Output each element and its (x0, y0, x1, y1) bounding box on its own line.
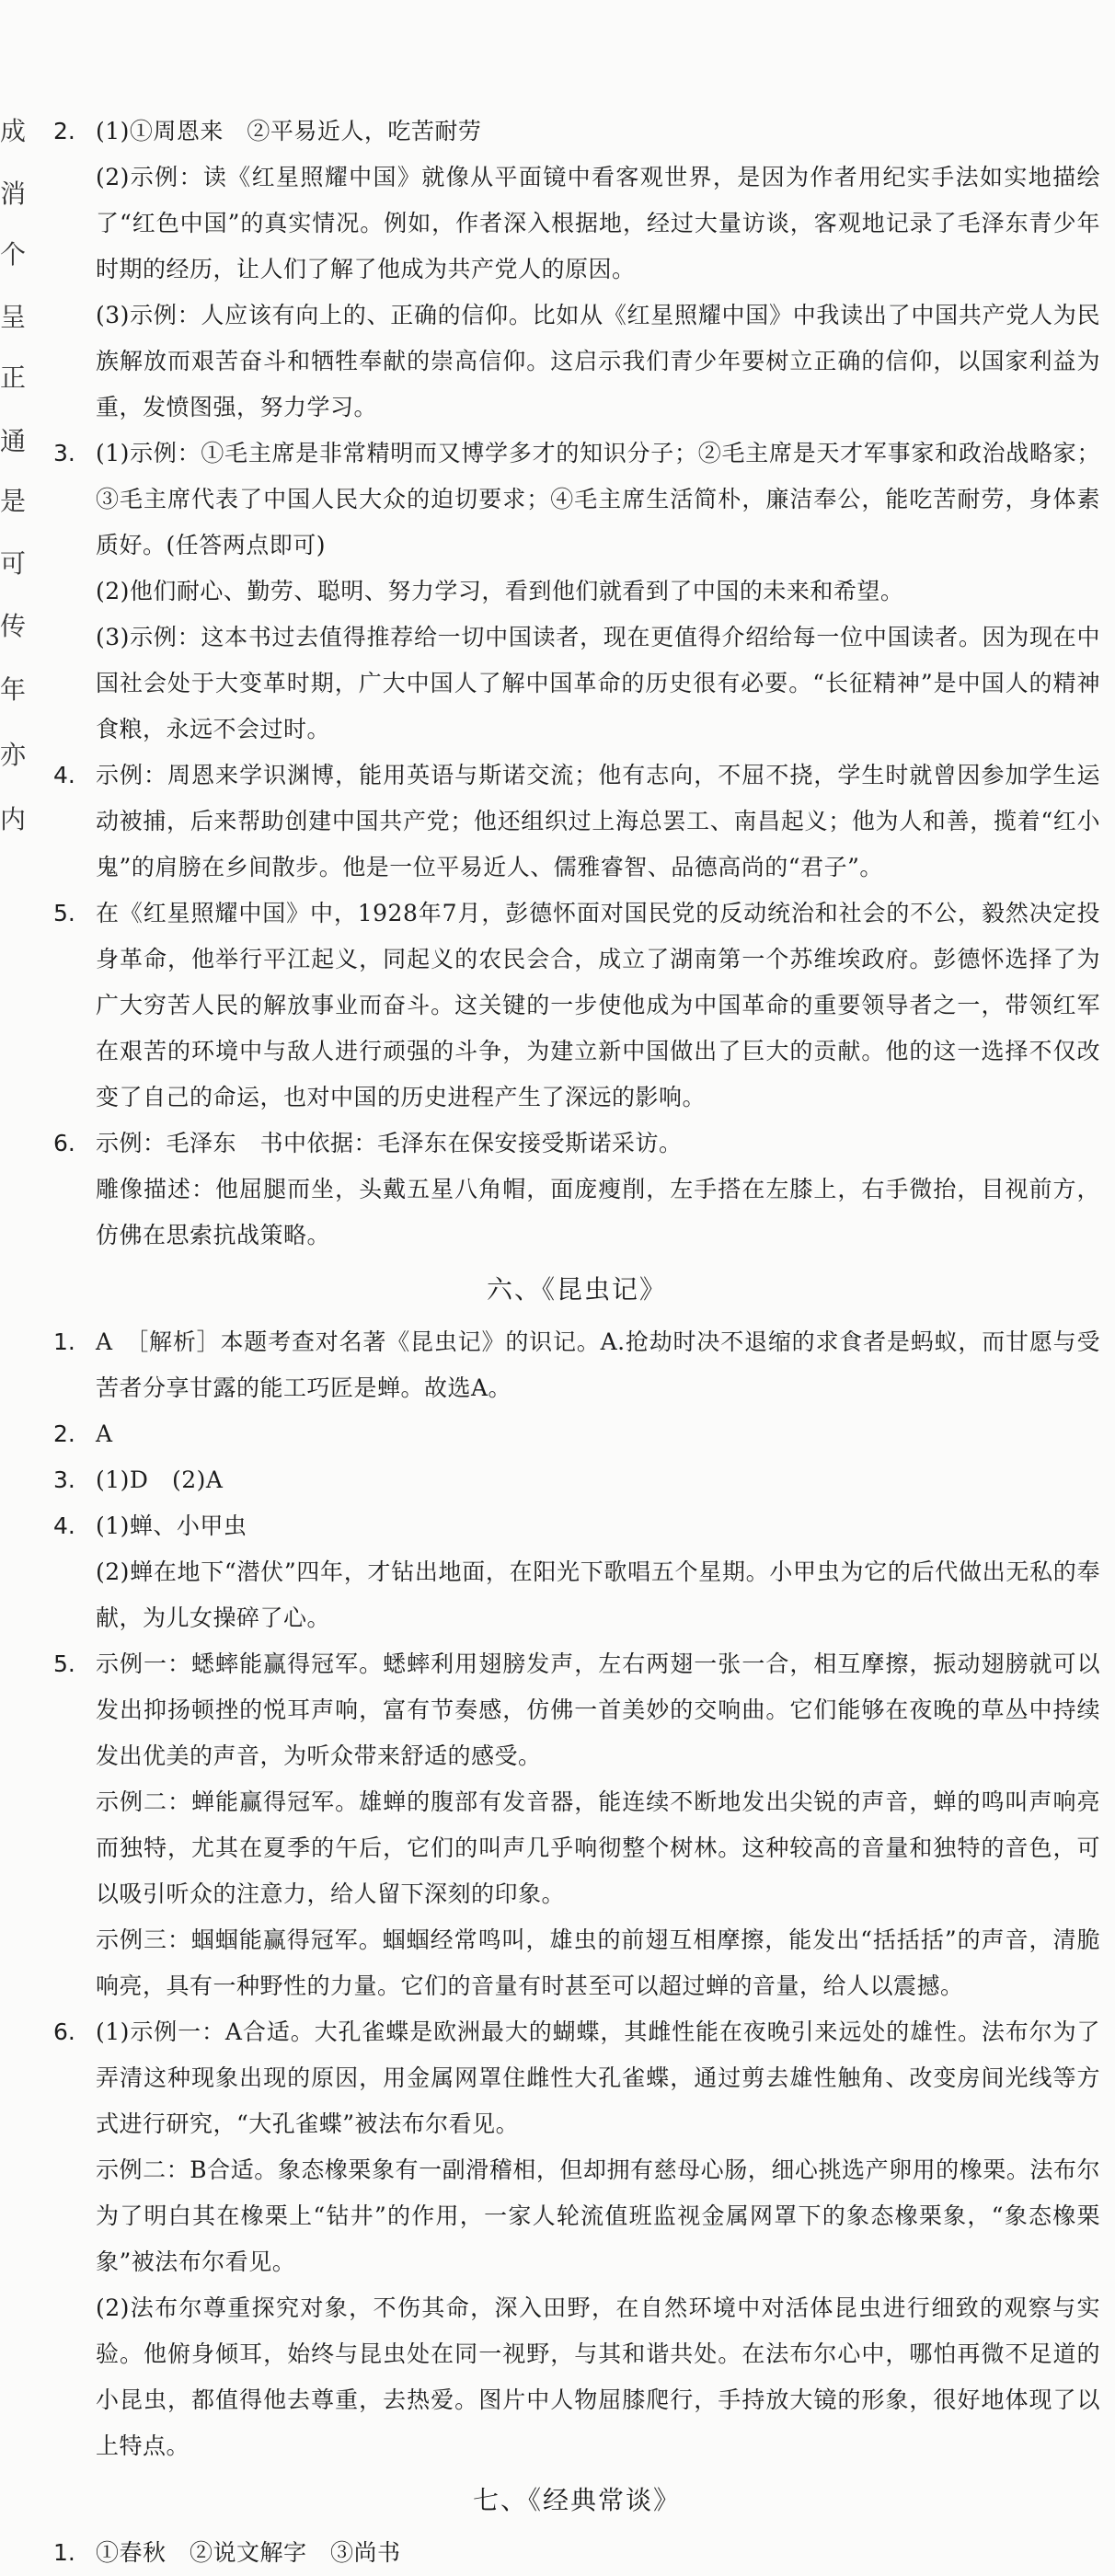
item-number: 3. (53, 440, 75, 466)
margin-fragment: 传 (0, 611, 27, 641)
answer-paragraph: (1)示例：①毛主席是非常精明而又博学多才的知识分子；②毛主席是天才军事家和政治战略家；③毛主席代表了中国人民大众的迫切要求；④毛主席生活简朴，廉洁奉公，能吃苦耐劳，身体素质好。(任答两点即可) (96, 440, 1100, 558)
answer-item (53, 2009, 1100, 2469)
answer-item (53, 891, 1100, 1121)
answer-paragraph: 示例二：B合适。象态橡栗象有一副滑稽相，但却拥有慈母心肠，细心挑选产卵用的橡栗。法布尔为了明白其在橡栗上“钻井”的作用，一家人轮流值班监视金属网罩下的象态橡栗象，“象态橡栗象”被法布尔看见。 (96, 2156, 1100, 2275)
section-7-answers (53, 2530, 1100, 2576)
answer-item (53, 753, 1100, 891)
answer-paragraph: (2)他们耐心、勤劳、聪明、努力学习，看到他们就看到了中国的未来和希望。 (96, 578, 904, 604)
margin-fragment: 年 (0, 674, 27, 705)
answer-paragraph: (1)D (2)A (96, 1466, 224, 1493)
answer-paragraph: (2)法布尔尊重探究对象，不伤其命，深入田野，在自然环境中对活体昆虫进行细致的观察与实验。他俯身倾耳，始终与昆虫处在同一视野，与其和谐共处。在法布尔心中，哪怕再微不足道的小昆虫，都值得他去尊重，去热爱。图片中人物屈膝爬行，手持放大镜的形象，很好地体现了以上特点。 (96, 2294, 1100, 2459)
item-number: 4. (53, 762, 75, 788)
answer-paragraph: 示例：毛泽东 书中依据：毛泽东在保安接受斯诺采访。 (96, 1130, 683, 1156)
answer-paragraph: 示例三：蝈蝈能赢得冠军。蝈蝈经常鸣叫，雄虫的前翅互相摩擦，能发出“括括括”的声音，清脆响亮，具有一种野性的力量。它们的音量有时甚至可以超过蝉的音量，给人以震撼。 (96, 1926, 1100, 1999)
margin-fragment: 亦 (0, 740, 27, 770)
item-number: 2. (53, 1420, 75, 1447)
answer-paragraph: (3)示例：人应该有向上的、正确的信仰。比如从《红星照耀中国》中我读出了中国共产党人为民族解放而艰苦奋斗和牺牲奉献的崇高信仰。这启示我们青少年要树立正确的信仰，以国家利益为重，发愤图强，努力学习。 (96, 302, 1100, 420)
margin-fragment: 正 (0, 362, 27, 393)
margin-fragment: 成 (0, 116, 27, 146)
item-number: 5. (53, 900, 75, 926)
answer-paragraph: ①春秋 ②说文解字 ③尚书 (96, 2539, 401, 2566)
answer-paragraph: 在《红星照耀中国》中，1928年7月，彭德怀面对国民党的反动统治和社会的不公，毅然决定投身革命，他举行平江起义，同起义的农民会合，成立了湖南第一个苏维埃政府。彭德怀选择了为广大穷苦人民的解放事业而奋斗。这关键的一步使他成为中国革命的重要领导者之一，带领红军在艰苦的环境中与敌人进行顽强的斗争，为建立新中国做出了巨大的贡献。他的这一选择不仅改变了自己的命运，也对中国的历史进程产生了深远的影响。 (96, 900, 1100, 1110)
margin-fragment: 呈 (0, 302, 27, 332)
answer-paragraph: 示例二：蝉能赢得冠军。雄蝉的腹部有发音器，能连续不断地发出尖锐的声音，蝉的鸣叫声响亮而独特，尤其在夏季的午后，它们的叫声几乎响彻整个树林。这种较高的音量和独特的音色，可以吸引听众的注意力，给人留下深刻的印象。 (96, 1788, 1100, 1907)
item-number: 6. (53, 1130, 75, 1156)
margin-fragment: 可 (0, 548, 27, 579)
answer-item (53, 1411, 1100, 1457)
answer-paragraph: (1)蝉、小甲虫 (96, 1512, 247, 1539)
item-number: 5. (53, 1650, 75, 1677)
answer-item (53, 1641, 1100, 2009)
answer-paragraph: 示例一：蟋蟀能赢得冠军。蟋蟀利用翅膀发声，左右两翅一张一合，相互摩擦，振动翅膀就可以发出抑扬顿挫的悦耳声响，富有节奏感，仿佛一首美妙的交响曲。它们能够在夜晚的草丛中持续发出优美的声音，为听众带来舒适的感受。 (96, 1650, 1100, 1769)
answer-paragraph: (1)①周恩来 ②平易近人，吃苦耐劳 (96, 118, 482, 144)
section-7-title: 七、《经典常谈》 (472, 2485, 681, 2515)
item-number: 1. (53, 2539, 75, 2566)
margin-fragment: 消 (0, 178, 27, 209)
item-number: 6. (53, 2018, 75, 2045)
answer-paragraph: (3)示例：这本书过去值得推荐给一切中国读者，现在更值得介绍给每一位中国读者。因为现在中国社会处于大变革时期，广大中国人了解中国革命的历史很有必要。“长征精神”是中国人的精神食粮，永远不会过时。 (96, 624, 1100, 742)
answer-paragraph: 示例：周恩来学识渊博，能用英语与斯诺交流；他有志向，不屈不挠，学生时就曾因参加学生运动被捕，后来帮助创建中国共产党；他还组织过上海总罢工、南昌起义；他为人和善，揽着“红小鬼”的肩膀在乡间散步。他是一位平易近人、儒雅睿智、品德高尚的“君子”。 (96, 762, 1100, 880)
answer-item (53, 1319, 1100, 1411)
answer-paragraph: (1)示例一：A合适。大孔雀蝶是欧洲最大的蝴蝶，其雌性能在夜晚引来远处的雄性。法布尔为了弄清这种现象出现的原因，用金属网罩住雌性大孔雀蝶，通过剪去雄性触角、改变房间光线等方式进行研究，“大孔雀蝶”被法布尔看见。 (96, 2018, 1100, 2137)
answer-item (53, 1121, 1100, 1259)
item-number: 2. (53, 118, 75, 144)
answer-paragraph: (2)示例：读《红星照耀中国》就像从平面镜中看客观世界，是因为作者用纪实手法如实地描绘了“红色中国”的真实情况。例如，作者深入根据地，经过大量访谈，客观地记录了毛泽东青少年时期的经历，让人们了解了他成为共产党人的原因。 (96, 164, 1100, 282)
answer-item (53, 1503, 1100, 1641)
answer-paragraph: A ［解析］本题考查对名著《昆虫记》的识记。A.抢劫时决不退缩的求食者是蚂蚁，而甘愿与受苦者分享甘露的能工巧匠是蝉。故选A。 (96, 1328, 1100, 1401)
item-number: 1. (53, 1328, 75, 1355)
item-number: 4. (53, 1512, 75, 1539)
margin-fragment: 内 (0, 804, 27, 834)
answer-item (53, 109, 1100, 431)
section-5-answers (53, 109, 1100, 1259)
answer-content (53, 109, 1100, 2576)
answer-item (53, 431, 1100, 753)
answer-paragraph: 雕像描述：他屈腿而坐，头戴五星八角帽，面庞瘦削，左手搭在左膝上，右手微抬，目视前方，仿佛在思索抗战策略。 (96, 1176, 1100, 1248)
margin-fragment: 通 (0, 426, 27, 456)
item-number: 3. (53, 1466, 75, 1493)
section-6-title: 六、《昆虫记》 (486, 1274, 667, 1305)
section-6-answers (53, 1319, 1100, 2469)
margin-fragment: 个 (0, 239, 27, 270)
margin-fragment: 是 (0, 486, 27, 516)
answer-item (53, 1457, 1100, 1503)
answer-item (53, 2530, 1100, 2576)
answer-paragraph: (2)蝉在地下“潜伏”四年，才钻出地面，在阳光下歌唱五个星期。小甲虫为它的后代做出无私的奉献，为儿女操碎了心。 (96, 1558, 1100, 1631)
answer-paragraph: A (96, 1420, 113, 1447)
